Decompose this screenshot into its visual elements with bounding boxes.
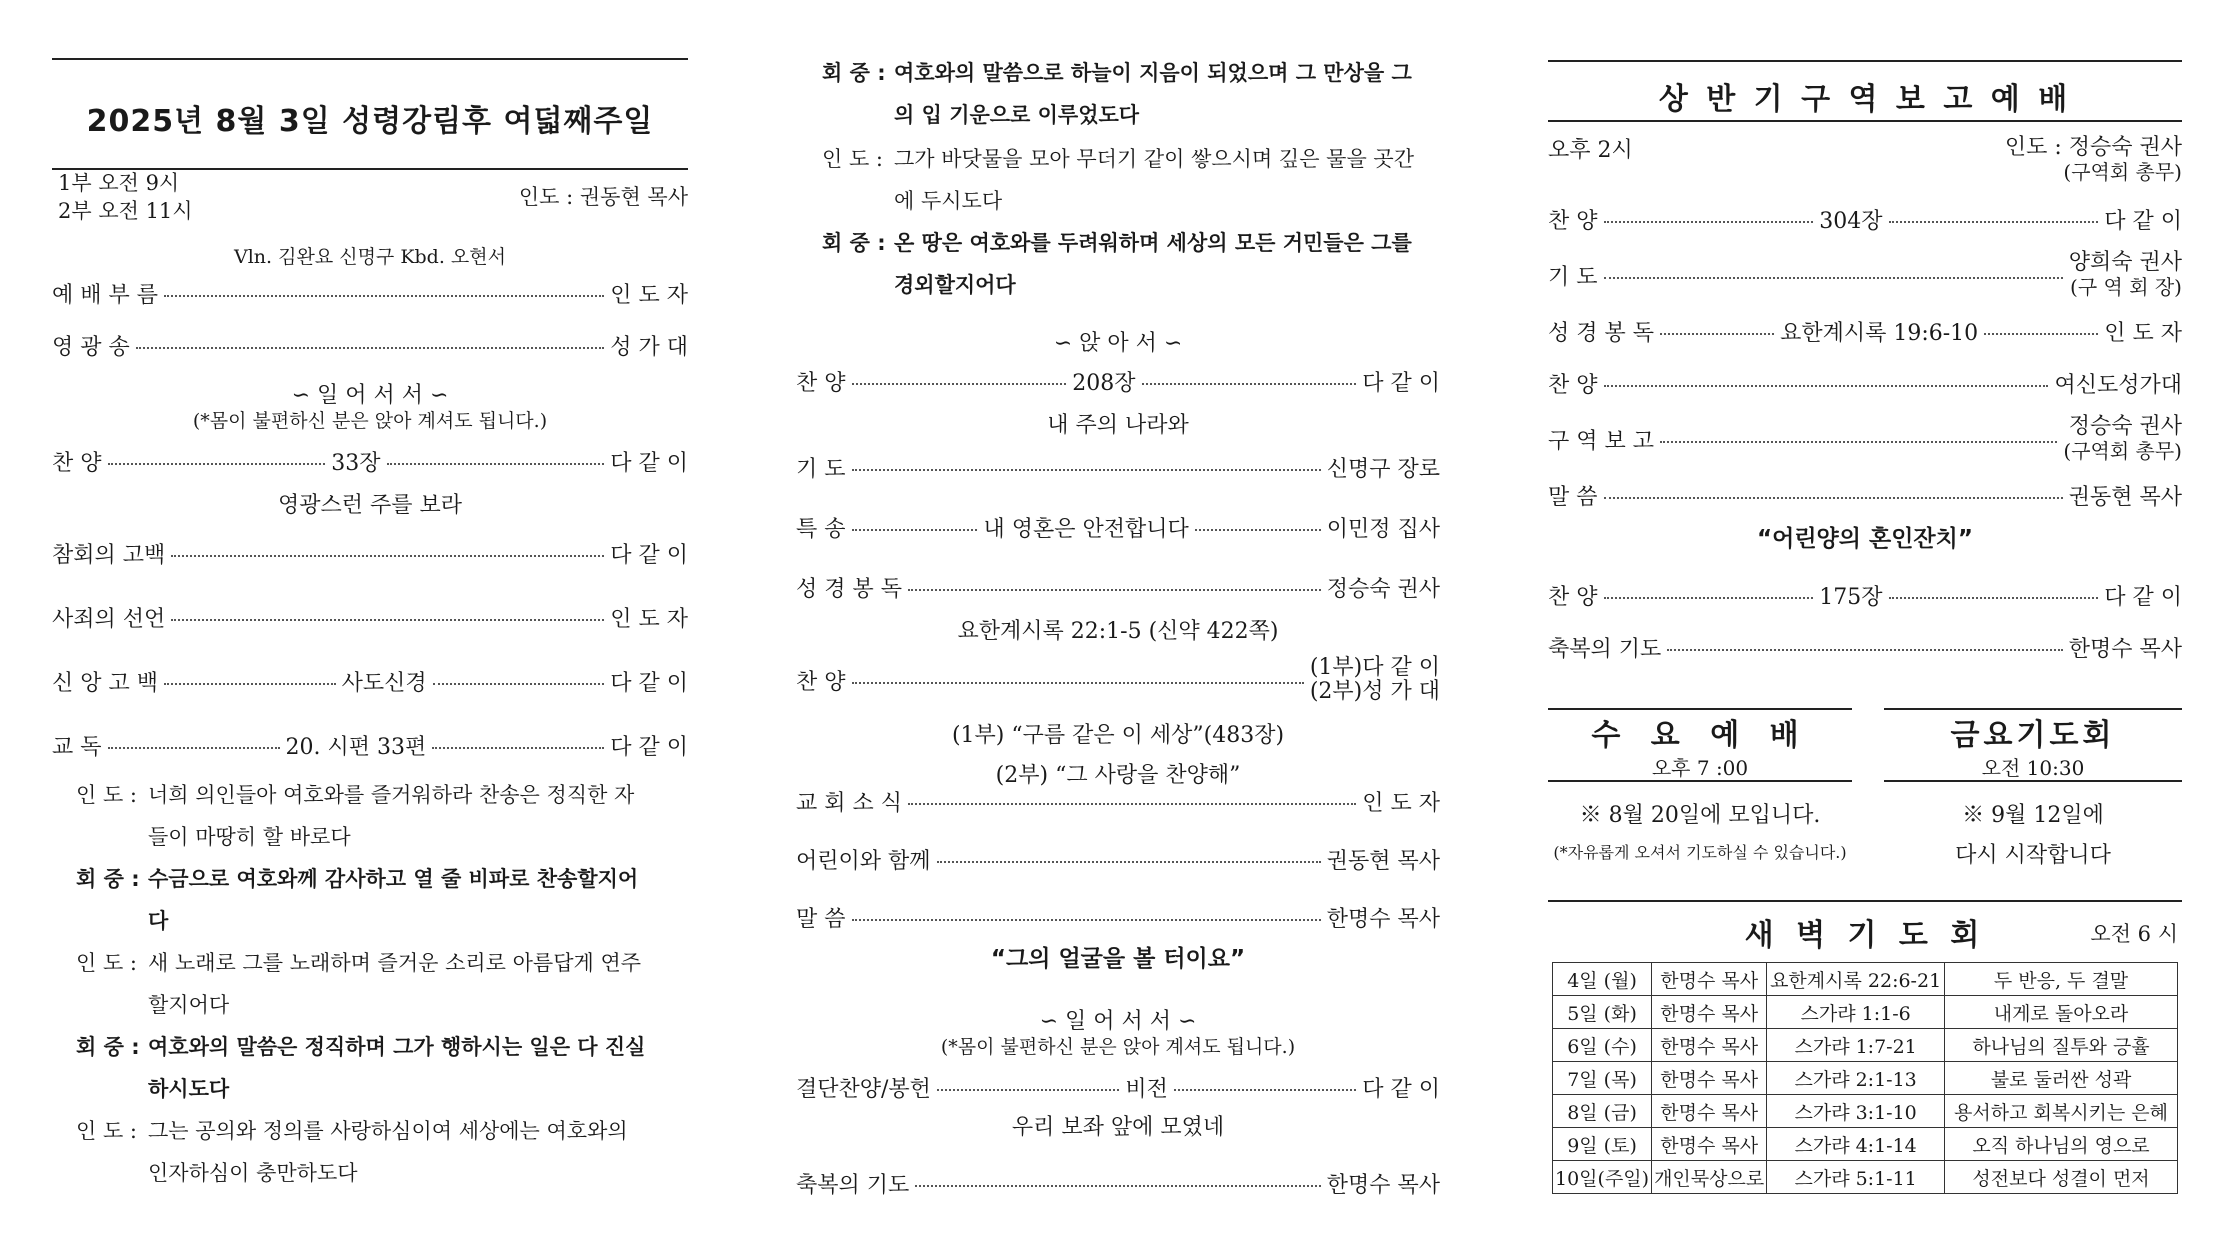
item-label: 찬 양 — [52, 450, 102, 476]
item-label: 신 앙 고 백 — [52, 670, 158, 696]
item-label: 교 회 소 식 — [796, 790, 902, 816]
responsive-verse — [76, 858, 648, 942]
offering-song-title: 우리 보좌 앞에 모였네 — [1011, 1115, 1225, 1140]
leader-dots — [433, 683, 605, 685]
responsive-verse — [76, 1026, 648, 1110]
stand-instruction: ∽ 일 어 서 서 ∽ — [1039, 1009, 1197, 1034]
dawn-prayer-table — [1552, 962, 2178, 1194]
leader-dots — [171, 555, 604, 557]
item-label: 말 씀 — [1548, 484, 1598, 510]
item-person: 인 도 자 — [2104, 320, 2182, 346]
item-person: 한명수 목사 — [1326, 906, 1440, 932]
verse-text: 수금으로 여호와께 감사하고 열 줄 비파로 찬송할지어다 — [148, 867, 639, 933]
responsive-verse — [76, 942, 648, 1026]
dawn-topic: 용서하고 회복시키는 은혜 — [1945, 1095, 2178, 1128]
dawn-preacher: 한명수 목사 — [1652, 1095, 1767, 1128]
leader-dots — [852, 682, 1304, 684]
leader-dots — [171, 619, 604, 621]
bulletin-title: 2025년 8월 3일 성령강림후 여덟째주일 — [86, 104, 654, 139]
stand-instruction: ∽ 일 어 서 서 ∽ — [291, 383, 449, 408]
district-service-leader — [2005, 136, 2182, 184]
dawn-rule — [1548, 900, 2182, 902]
leader-dots — [937, 861, 1321, 863]
table-row — [1553, 1161, 2178, 1194]
dawn-prayer-time: 오전 6 시 — [2090, 922, 2178, 946]
item-label: 말 씀 — [796, 906, 846, 932]
item-label: 찬 양 — [1548, 372, 1598, 398]
responsive-verse — [822, 52, 1420, 136]
district-choir — [1548, 366, 2182, 400]
item-label: 예 배 부 름 — [52, 282, 158, 308]
order-announcements — [796, 784, 1440, 818]
left-column — [52, 0, 688, 1234]
leader-dots — [1604, 221, 1814, 223]
district-prayer — [1548, 250, 2182, 300]
sermon-title: “그의 얼굴을 볼 터이요” — [990, 946, 1246, 972]
order-hymn — [796, 364, 1440, 398]
leader-dots — [1142, 383, 1357, 385]
verse-speaker: 인 도 : — [76, 783, 137, 807]
person-name: 정승숙 권사 — [2068, 414, 2182, 439]
item-person: 다 같 이 — [610, 542, 688, 568]
item-label: 참회의 고백 — [52, 542, 166, 568]
leader-dots — [852, 383, 1067, 385]
dawn-topic: 성전보다 성결이 먼저 — [1945, 1161, 2178, 1194]
item-label: 축복의 기도 — [796, 1172, 910, 1198]
responsive-verse — [822, 222, 1420, 306]
order-benediction — [796, 1166, 1440, 1200]
dawn-scripture: 스가랴 4:1-14 — [1767, 1128, 1945, 1161]
item-value: 요한계시록 19:6-10 — [1780, 320, 1979, 346]
table-row — [1553, 963, 2178, 996]
leader-dots — [108, 747, 280, 749]
dawn-topic: 오직 하나님의 영으로 — [1945, 1128, 2178, 1161]
leader-dots — [108, 463, 326, 465]
verse-text: 그는 공의와 정의를 사랑하심이여 세상에는 여호와의 인자하심이 충만하도다 — [148, 1119, 628, 1185]
leader-dots — [1889, 597, 2099, 599]
leader-role: (구역회 총무) — [2063, 160, 2182, 184]
table-row — [1553, 1029, 2178, 1062]
order-creed — [52, 664, 688, 698]
item-person: 권동현 목사 — [1326, 848, 1440, 874]
leader-dots — [1660, 333, 1774, 335]
leader-name: 인도 : 정승숙 권사 — [2004, 135, 2182, 160]
verse-speaker: 회 중 : — [76, 867, 140, 891]
responsive-verse — [76, 1110, 648, 1194]
person-name: 양희숙 권사 — [2068, 250, 2182, 275]
dawn-scripture: 스가랴 3:1-10 — [1767, 1095, 1945, 1128]
order-special-song — [796, 510, 1440, 544]
item-label: 결단찬양/봉헌 — [796, 1076, 931, 1102]
table-row — [1553, 1128, 2178, 1161]
item-person: 정승숙 권사 — [1326, 576, 1440, 602]
item-label: 교 독 — [52, 734, 102, 760]
dawn-preacher: 한명수 목사 — [1652, 1128, 1767, 1161]
hymn-title: 내 주의 나라와 — [1047, 413, 1189, 438]
dawn-scripture: 스가랴 1:7-21 — [1767, 1029, 1945, 1062]
dawn-preacher: 개인묵상으로 — [1652, 1161, 1767, 1194]
item-person — [2069, 251, 2182, 299]
order-call-to-worship — [52, 276, 688, 310]
leader-dots — [432, 747, 604, 749]
item-person: 신명구 장로 — [1326, 456, 1440, 482]
friday-notice-2: 다시 시작합니다 — [1955, 843, 2111, 868]
leader-dots — [908, 589, 1321, 591]
item-label: 찬 양 — [796, 669, 846, 695]
verse-text: 온 땅은 여호와를 두려워하며 세상의 모든 거민들은 그를 경외할지어다 — [894, 231, 1412, 297]
item-value: 내 영혼은 안전합니다 — [983, 516, 1189, 542]
item-label: 성 경 봉 독 — [796, 576, 902, 602]
wednesday-title: 수 요 예 배 — [1591, 718, 1809, 753]
leader-dots — [1889, 221, 2099, 223]
responsive-verse — [822, 138, 1420, 222]
item-person: 여신도성가대 — [2054, 372, 2182, 398]
leader-dots — [1604, 597, 1814, 599]
dawn-preacher: 한명수 목사 — [1652, 963, 1767, 996]
item-person: 인 도 자 — [610, 606, 688, 632]
dawn-date: 9일 (토) — [1553, 1128, 1652, 1161]
friday-title: 금요기도회 — [1950, 718, 2116, 753]
order-children — [796, 842, 1440, 876]
item-label: 기 도 — [1548, 264, 1598, 290]
verse-text: 그가 바닷물을 모아 무더기 같이 쌓으시며 깊은 물을 곳간에 두시도다 — [894, 147, 1414, 213]
leader-dots — [852, 469, 1321, 471]
order-prayer — [796, 450, 1440, 484]
district-report — [1548, 414, 2182, 464]
verse-speaker: 회 중 : — [76, 1035, 140, 1059]
leader-dots — [1604, 385, 2049, 387]
service-time-2: 2부 오전 11시 — [58, 199, 193, 223]
dawn-scripture: 스가랴 5:1-11 — [1767, 1161, 1945, 1194]
item-value: 비전 — [1125, 1076, 1168, 1102]
musicians: Vln. 김완요 신명구 Kbd. 오현서 — [234, 246, 506, 268]
item-label: 사죄의 선언 — [52, 606, 166, 632]
item-person: 다 같 이 — [1362, 370, 1440, 396]
order-hymn — [52, 444, 688, 478]
middle-column — [796, 0, 1440, 1234]
district-hymn — [1548, 202, 2182, 236]
district-sermon — [1548, 478, 2182, 512]
leader-dots — [908, 803, 1356, 805]
item-label: 찬 양 — [796, 370, 846, 396]
friday-time: 오전 10:30 — [1981, 756, 2085, 780]
wednesday-time: 오후 7 :00 — [1651, 756, 1749, 780]
item-person: 다 같 이 — [2104, 584, 2182, 610]
person-role: (구역회 총무) — [2063, 439, 2182, 463]
choir-song-2: (2부) “그 사랑을 찬양해” — [995, 763, 1241, 788]
dawn-date: 6일 (수) — [1553, 1029, 1652, 1062]
top-rule — [52, 58, 688, 60]
table-row — [1553, 1062, 2178, 1095]
leader-dots — [915, 1185, 1320, 1187]
leader-dots — [1195, 529, 1321, 531]
stand-note: (*몸이 불편하신 분은 앉아 계셔도 됩니다.) — [192, 410, 548, 432]
leader-dots — [1660, 441, 2057, 443]
dawn-topic: 내게로 돌아오라 — [1945, 996, 2178, 1029]
leader-dots — [1984, 333, 2098, 335]
item-label: 특 송 — [796, 516, 846, 542]
dawn-date: 5일 (화) — [1553, 996, 1652, 1029]
dawn-preacher: 한명수 목사 — [1652, 1062, 1767, 1095]
item-value: 33장 — [331, 450, 381, 476]
item-person: 이민정 집사 — [1326, 516, 1440, 542]
dawn-topic: 하나님의 질투와 긍휼 — [1945, 1029, 2178, 1062]
district-sermon-title: “어린양의 혼인잔치” — [1757, 526, 1973, 552]
order-scripture — [796, 570, 1440, 604]
order-responsive-reading — [52, 728, 688, 762]
verse-text: 여호와의 말씀은 정직하며 그가 행하시는 일은 다 진실하시도다 — [148, 1035, 646, 1101]
order-absolution — [52, 600, 688, 634]
leader-dots — [164, 683, 336, 685]
verse-text: 여호와의 말씀으로 하늘이 지음이 되었으며 그 만상을 그의 입 기운으로 이루었도다 — [894, 61, 1412, 127]
item-label: 찬 양 — [1548, 208, 1598, 234]
verse-speaker: 인 도 : — [822, 147, 883, 171]
item-value: 사도신경 — [341, 670, 427, 696]
hymn-title: 영광스런 주를 보라 — [277, 493, 462, 518]
order-confession — [52, 536, 688, 570]
wednesday-notice: ※ 8월 20일에 모입니다. — [1579, 803, 1821, 828]
item-label: 기 도 — [796, 456, 846, 482]
item-label: 구 역 보 고 — [1548, 428, 1654, 454]
district-service-title: 상 반 기 구 역 보 고 예 배 — [1658, 82, 2072, 117]
choir-song-1: (1부) “구름 같은 이 세상”(483장) — [951, 723, 1285, 748]
verse-speaker: 인 도 : — [76, 951, 137, 975]
item-person: 다 같 이 — [610, 734, 689, 760]
top-rule — [1548, 60, 2182, 62]
order-sermon — [796, 900, 1440, 934]
dawn-scripture: 스가랴 2:1-13 — [1767, 1062, 1945, 1095]
district-scripture — [1548, 314, 2182, 348]
leader-dots — [852, 919, 1321, 921]
table-row — [1553, 996, 2178, 1029]
leader-dots — [852, 529, 978, 531]
item-person: 한명수 목사 — [1326, 1172, 1440, 1198]
person-role: (구 역 회 장) — [2070, 275, 2182, 299]
item-value: 208장 — [1072, 370, 1136, 396]
verse-text: 새 노래로 그를 노래하며 즐거운 소리로 아름답게 연주할지어다 — [148, 951, 642, 1017]
wednesday-note: (*자유롭게 오셔서 기도하실 수 있습니다.) — [1553, 843, 1847, 862]
scripture-reference: 요한계시록 22:1-5 (신약 422쪽) — [957, 619, 1279, 644]
verse-speaker: 회 중 : — [822, 231, 886, 255]
dawn-scripture: 스가랴 1:1-6 — [1767, 996, 1945, 1029]
item-person: 다 같 이 — [610, 450, 688, 476]
leader-dots — [164, 295, 604, 297]
item-person — [1310, 656, 1440, 704]
item-value: 20. 시편 33편 — [285, 734, 427, 760]
order-choir — [796, 656, 1440, 704]
item-person — [2063, 415, 2182, 463]
dawn-scripture: 요한계시록 22:6-21 — [1767, 963, 1945, 996]
leader-dots — [387, 463, 605, 465]
leader-dots — [1604, 497, 2063, 499]
dawn-prayer-title: 새 벽 기 도 회 — [1744, 918, 1986, 953]
item-person: 성 가 대 — [610, 334, 688, 360]
order-offering — [796, 1070, 1440, 1104]
dawn-topic: 불로 둘러싼 성곽 — [1945, 1062, 2178, 1095]
title-rule — [1548, 120, 2182, 122]
verse-speaker: 인 도 : — [76, 1119, 137, 1143]
item-person: 다 같 이 — [2104, 208, 2182, 234]
item-person: 다 같 이 — [1362, 1076, 1441, 1102]
leader-dots — [1667, 649, 2062, 651]
order-gloria — [52, 328, 688, 362]
verse-text: 너희 의인들아 여호와를 즐거워하라 찬송은 정직한 자들이 마땅히 할 바로다 — [148, 783, 635, 849]
verse-speaker: 회 중 : — [822, 61, 886, 85]
service-time-1: 1부 오전 9시 — [58, 171, 180, 195]
dawn-date: 7일 (목) — [1553, 1062, 1652, 1095]
item-person: 다 같 이 — [610, 670, 689, 696]
box-rule — [1548, 780, 1852, 782]
dawn-date: 10일(주일) — [1553, 1161, 1652, 1194]
item-label: 성 경 봉 독 — [1548, 320, 1654, 346]
leader-dots — [1174, 1089, 1356, 1091]
item-label: 영 광 송 — [52, 334, 130, 360]
item-label: 어린이와 함께 — [796, 848, 931, 874]
item-label: 축복의 기도 — [1548, 636, 1662, 662]
stand-note: (*몸이 불편하신 분은 앉아 계셔도 됩니다.) — [940, 1036, 1296, 1058]
dawn-preacher: 한명수 목사 — [1652, 1029, 1767, 1062]
item-person: 권동현 목사 — [2068, 484, 2182, 510]
item-person: 인 도 자 — [610, 282, 688, 308]
item-label: 찬 양 — [1548, 584, 1598, 610]
district-hymn-2 — [1548, 578, 2182, 612]
district-benediction — [1548, 630, 2182, 664]
dawn-date: 4일 (월) — [1553, 963, 1652, 996]
dawn-date: 8일 (금) — [1553, 1095, 1652, 1128]
item-value: 175장 — [1819, 584, 1883, 610]
table-row — [1553, 1095, 2178, 1128]
choir-second-service: (2부)성 가 대 — [1309, 679, 1440, 704]
friday-notice: ※ 9월 12일에 — [1962, 803, 2104, 828]
box-rule — [1884, 780, 2182, 782]
leader-dots — [1604, 277, 2063, 279]
choir-first-service: (1부)다 같 이 — [1309, 655, 1440, 680]
dawn-preacher: 한명수 목사 — [1652, 996, 1767, 1029]
item-value: 304장 — [1819, 208, 1883, 234]
leader-dots — [937, 1089, 1119, 1091]
responsive-verse — [76, 774, 648, 858]
right-column — [1548, 0, 2182, 1234]
item-person: 한명수 목사 — [2068, 636, 2182, 662]
item-person: 인 도 자 — [1362, 790, 1440, 816]
service-leader: 인도 : 권동현 목사 — [518, 185, 688, 209]
dawn-topic: 두 반응, 두 결말 — [1945, 963, 2178, 996]
district-service-time: 오후 2시 — [1548, 138, 1633, 163]
leader-dots — [136, 347, 605, 349]
sit-instruction: ∽ 앉 아 서 ∽ — [1053, 331, 1183, 356]
